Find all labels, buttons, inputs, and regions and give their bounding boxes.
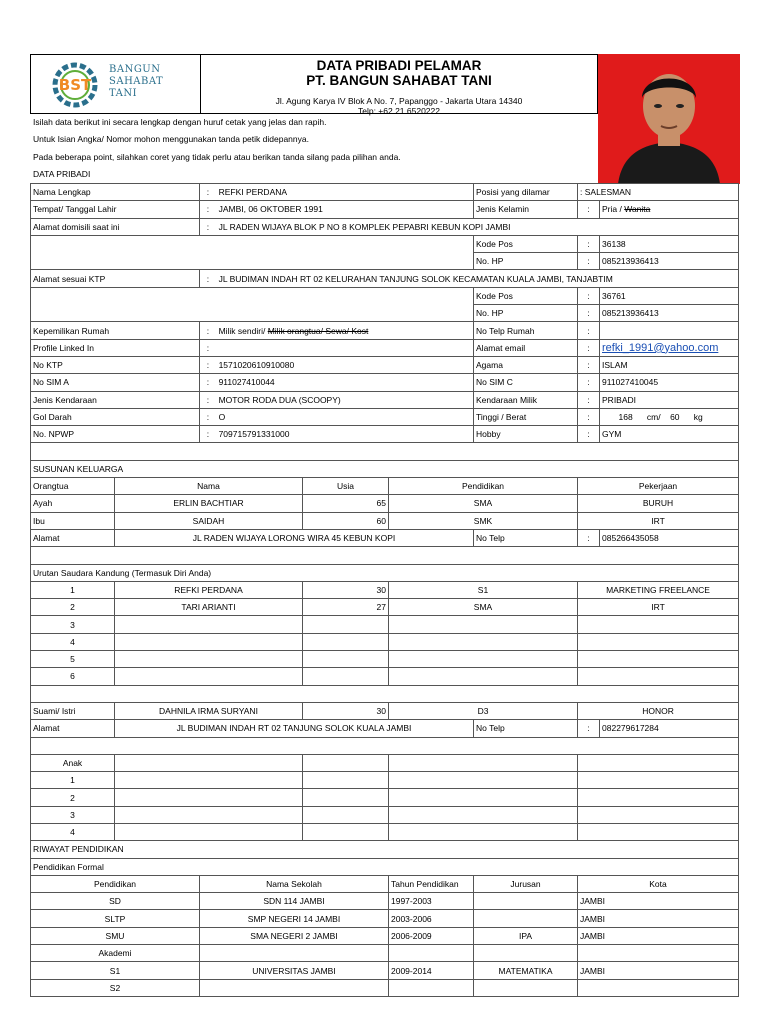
cell-jurusan[interactable]: IPA	[474, 927, 578, 944]
cell-pekerjaan[interactable]	[578, 651, 739, 668]
value-kendaraan-milik[interactable]: PRIBADI	[600, 391, 739, 408]
label-alamat-ktp: Alamat sesuai KTP	[31, 270, 200, 287]
pendidikan-row	[31, 962, 739, 979]
cell-kota[interactable]: JAMBI	[578, 893, 739, 910]
cell-pendidikan[interactable]: D3	[389, 702, 578, 719]
logo-word: TANI	[109, 88, 138, 99]
cell-nama[interactable]: ERLIN BACHTIAR	[115, 495, 303, 512]
anak-row	[31, 823, 739, 840]
colon: :	[578, 391, 600, 408]
cell-pekerjaan[interactable]: IRT	[578, 599, 739, 616]
section-keluarga: SUSUNAN KELUARGA	[31, 460, 739, 477]
value-telp-rumah[interactable]	[600, 322, 739, 339]
form-table	[30, 183, 739, 997]
cell-usia[interactable]	[303, 616, 389, 633]
row-sim	[31, 374, 739, 391]
value-kendaraan[interactable]: : MOTOR RODA DUA (SCOOPY)	[200, 391, 474, 408]
th-pendidikan: Pendidikan	[389, 478, 578, 495]
value-alamat-ortu[interactable]: JL RADEN WIJAYA LORONG WIRA 45 KEBUN KOPI	[115, 529, 474, 546]
value-agama[interactable]: ISLAM	[600, 356, 739, 373]
label-telp-pasangan: No Telp	[474, 720, 578, 737]
applicant-form	[30, 54, 738, 994]
row-gol-darah	[31, 408, 739, 425]
label-alamat-pasangan: Alamat	[31, 720, 115, 737]
spacer-row	[31, 685, 739, 702]
colon: :	[578, 253, 600, 270]
pasangan-alamat	[31, 720, 739, 737]
label-anak: Anak	[31, 754, 115, 771]
cell-jurusan[interactable]	[474, 893, 578, 910]
anak-row	[31, 789, 739, 806]
applicant-portrait-icon	[598, 54, 740, 184]
label-jenis-kelamin: Jenis Kelamin	[474, 201, 578, 218]
row-alamat-ktp	[31, 270, 739, 287]
cell-kota[interactable]: JAMBI	[578, 927, 739, 944]
logo-initials: BST	[58, 76, 92, 94]
keluarga-header	[31, 478, 739, 495]
th-usia: Usia	[303, 478, 389, 495]
value-npwp[interactable]: : 709715791331000	[200, 426, 474, 443]
value-kodepos-1[interactable]: 36138	[600, 235, 739, 252]
colon: :	[578, 426, 600, 443]
anak-row	[31, 772, 739, 789]
colon: :	[578, 322, 600, 339]
applicant-photo	[598, 54, 740, 184]
saudara-row	[31, 599, 739, 616]
cell-kota[interactable]: JAMBI	[578, 962, 739, 979]
saudara-row	[31, 633, 739, 650]
cell-nama[interactable]: DAHNILA IRMA SURYANI	[115, 702, 303, 719]
colon: :	[578, 720, 600, 737]
cell-usia[interactable]	[303, 633, 389, 650]
th-tahun: Tahun Pendidikan	[389, 875, 474, 892]
label-kendaraan: Jenis Kendaraan	[31, 391, 200, 408]
pendidikan-row	[31, 910, 739, 927]
label-hp: No. HP	[474, 305, 578, 322]
row-ktp	[31, 356, 739, 373]
cell-urutan: 4	[31, 823, 115, 840]
cell-usia[interactable]: 30	[303, 581, 389, 598]
email-link[interactable]: refki_1991@yahoo.com	[602, 341, 719, 354]
label-domisili: Alamat domisili saat ini	[31, 218, 200, 235]
value-hp-2[interactable]: 085213936413	[600, 305, 739, 322]
cell-pekerjaan[interactable]: IRT	[578, 512, 739, 529]
cell-pendidikan[interactable]	[389, 651, 578, 668]
cell-pekerjaan[interactable]	[578, 616, 739, 633]
value-kodepos-2[interactable]: 36761	[600, 287, 739, 304]
row-hp-1	[31, 253, 739, 270]
row-kodepos-1	[31, 235, 739, 252]
cell-nama[interactable]	[115, 668, 303, 685]
cell-pekerjaan[interactable]: BURUH	[578, 495, 739, 512]
cell-sekolah[interactable]	[200, 979, 389, 996]
pendidikan-header	[31, 875, 739, 892]
value-nama[interactable]: : REFKI PERDANA	[200, 184, 474, 201]
cell-tahun[interactable]: 2009-2014	[389, 962, 474, 979]
cell-usia[interactable]: 27	[303, 599, 389, 616]
colon: :	[578, 287, 600, 304]
spacer-row	[31, 547, 739, 564]
label-hobby: Hobby	[474, 426, 578, 443]
cell-jenjang: Akademi	[31, 945, 200, 962]
pendidikan-row	[31, 927, 739, 944]
saudara-row	[31, 581, 739, 598]
cell-jenjang: S2	[31, 979, 200, 996]
label-telp-rumah: No Telp Rumah	[474, 322, 578, 339]
label-nama: Nama Lengkap	[31, 184, 200, 201]
cell-pekerjaan[interactable]	[578, 668, 739, 685]
cell-urutan: 5	[31, 651, 115, 668]
cell-kota[interactable]	[578, 979, 739, 996]
cell-sekolah[interactable]: SMP NEGERI 14 JAMBI	[200, 910, 389, 927]
value-hp-1[interactable]: 085213936413	[600, 253, 739, 270]
value-jenis-kelamin[interactable]: Pria / Wanita	[600, 201, 739, 218]
instruction-line: Pada beberapa point, silahkan coret yang tidak perlu atau berikan tanda silang pada pilihan anda.	[33, 151, 401, 162]
row-hp-2	[31, 305, 739, 322]
sub-pendidikan: Pendidikan Formal	[31, 858, 739, 875]
pendidikan-row	[31, 893, 739, 910]
cell-pendidikan[interactable]	[389, 616, 578, 633]
colon: :	[578, 356, 600, 373]
cell-pekerjaan[interactable]	[578, 633, 739, 650]
value-rumah[interactable]: : Milik sendiri/ Milik orangtua/ Sewa/ Kost	[200, 322, 474, 339]
cell-tahun[interactable]: 2003-2006	[389, 910, 474, 927]
pasangan-row	[31, 702, 739, 719]
label-no-ktp: No KTP	[31, 356, 200, 373]
value-telp-pasangan[interactable]: 082279617284	[600, 720, 739, 737]
value-gol-darah[interactable]: : O	[200, 408, 474, 425]
value-no-ktp[interactable]: : 1571020610910080	[200, 356, 474, 373]
label-pasangan: Suami/ Istri	[31, 702, 115, 719]
row-ttl	[31, 201, 739, 218]
cell-jurusan[interactable]: MATEMATIKA	[474, 962, 578, 979]
cell-usia[interactable]: 30	[303, 702, 389, 719]
colon: :	[578, 529, 600, 546]
cell-tahun[interactable]	[389, 945, 474, 962]
value-alamat-ktp[interactable]: : JL BUDIMAN INDAH RT 02 KELURAHAN TANJUNG SOLOK KECAMATAN KUALA JAMBI, TANJABTIM	[200, 270, 739, 287]
cell-kota[interactable]	[578, 945, 739, 962]
th-nama: Nama	[115, 478, 303, 495]
cell-urutan: 2	[31, 599, 115, 616]
th-nama-sekolah: Nama Sekolah	[200, 875, 389, 892]
cell-nama[interactable]	[115, 616, 303, 633]
cell-tahun[interactable]: 1997-2003	[389, 893, 474, 910]
th-jurusan: Jurusan	[474, 875, 578, 892]
label-npwp: No. NPWP	[31, 426, 200, 443]
cell-nama[interactable]: TARI ARIANTI	[115, 599, 303, 616]
cell-pekerjaan[interactable]: MARKETING FREELANCE	[578, 581, 739, 598]
label-alamat-ortu: Alamat	[31, 529, 115, 546]
cell-jenjang: SMU	[31, 927, 200, 944]
cell-pekerjaan[interactable]: HONOR	[578, 702, 739, 719]
cell-urutan: 1	[31, 772, 115, 789]
section-saudara: Urutan Saudara Kandung (Termasuk Diri Anda)	[31, 564, 739, 581]
cell-urutan: 3	[31, 616, 115, 633]
value-telp-ortu[interactable]: 085266435058	[600, 529, 739, 546]
section-title-personal: DATA PRIBADI	[33, 168, 91, 179]
th-pendidikan: Pendidikan	[31, 875, 200, 892]
instructions	[30, 114, 598, 183]
label-tinggi-berat: Tinggi / Berat	[474, 408, 578, 425]
cell-urutan: 6	[31, 668, 115, 685]
row-npwp	[31, 426, 739, 443]
cell-sekolah[interactable]: SMA NEGERI 2 JAMBI	[200, 927, 389, 944]
section-pendidikan: RIWAYAT PENDIDIKAN	[31, 841, 739, 858]
label-kodepos: Kode Pos	[474, 287, 578, 304]
cell-sekolah[interactable]: UNIVERSITAS JAMBI	[200, 962, 389, 979]
instruction-line: Untuk Isian Angka/ Nomor mohon menggunakan tanda petik didepannya.	[33, 134, 309, 145]
cell-sekolah[interactable]: SDN 114 JAMBI	[200, 893, 389, 910]
cell-sekolah[interactable]	[200, 945, 389, 962]
logo-word: SAHABAT	[109, 76, 164, 87]
form-title-block	[200, 54, 598, 114]
anak-row	[31, 806, 739, 823]
value-alamat-pasangan[interactable]: JL BUDIMAN INDAH RT 02 TANJUNG SOLOK KUALA JAMBI	[115, 720, 474, 737]
company-name: PT. BANGUN SAHABAT TANI	[306, 73, 492, 88]
colon: :	[578, 339, 600, 356]
keluarga-alamat	[31, 529, 739, 546]
label-posisi: Posisi yang dilamar	[474, 184, 578, 201]
pendidikan-row	[31, 945, 739, 962]
cell-usia[interactable]: 60	[303, 512, 389, 529]
form-title: DATA PRIBADI PELAMAR	[316, 58, 482, 73]
label-sim-a: No SIM A	[31, 374, 200, 391]
th-kota: Kota	[578, 875, 739, 892]
saudara-row	[31, 616, 739, 633]
cell-jenjang: SD	[31, 893, 200, 910]
value-sim-c[interactable]: 911027410045	[600, 374, 739, 391]
label-linkedin: Profile Linked In	[31, 339, 200, 356]
row-kodepos-2	[31, 287, 739, 304]
cell-tahun[interactable]: 2006-2009	[389, 927, 474, 944]
company-phone: Telp: +62 21 6520222	[357, 106, 440, 116]
cell-nama[interactable]	[115, 633, 303, 650]
spacer-row	[31, 737, 739, 754]
keluarga-row-ayah	[31, 495, 739, 512]
value-email[interactable]	[600, 339, 739, 356]
colon: :	[578, 374, 600, 391]
cell-jurusan[interactable]	[474, 979, 578, 996]
cell-nama[interactable]	[115, 651, 303, 668]
value-linkedin[interactable]: :	[200, 339, 474, 356]
colon: :	[578, 235, 600, 252]
cell-jurusan[interactable]	[474, 910, 578, 927]
label-kendaraan-milik: Kendaraan Milik	[474, 391, 578, 408]
company-address: Jl. Agung Karya IV Blok A No. 7, Papanggo - Jakarta Utara 14340	[275, 96, 523, 106]
label-rumah: Kepemilikan Rumah	[31, 322, 200, 339]
cell-pendidikan[interactable]: SMA	[389, 599, 578, 616]
saudara-row	[31, 651, 739, 668]
row-rumah	[31, 322, 739, 339]
label-sim-c: No SIM C	[474, 374, 578, 391]
value-tinggi-berat[interactable]: 168 cm/ 60 kg	[600, 408, 739, 425]
logo-word: BANGUN	[109, 64, 161, 75]
saudara-row	[31, 668, 739, 685]
bst-gear-icon	[45, 62, 105, 108]
cell-relasi: Ayah	[31, 495, 115, 512]
cell-jurusan[interactable]	[474, 945, 578, 962]
value-sim-a[interactable]: : 911027410044	[200, 374, 474, 391]
cell-urutan: 4	[31, 633, 115, 650]
keluarga-row-ibu	[31, 512, 739, 529]
cell-usia[interactable]	[303, 651, 389, 668]
cell-pendidikan[interactable]: S1	[389, 581, 578, 598]
cell-pendidikan[interactable]: SMA	[389, 495, 578, 512]
label-gol-darah: Gol Darah	[31, 408, 200, 425]
label-agama: Agama	[474, 356, 578, 373]
logo-wordmark	[109, 64, 163, 100]
th-pekerjaan: Pekerjaan	[578, 478, 739, 495]
cell-usia[interactable]	[303, 668, 389, 685]
cell-nama[interactable]: REFKI PERDANA	[115, 581, 303, 598]
cell-usia[interactable]: 65	[303, 495, 389, 512]
th-orangtua: Orangtua	[31, 478, 115, 495]
cell-relasi: Ibu	[31, 512, 115, 529]
cell-jenjang: S1	[31, 962, 200, 979]
label-email: Alamat email	[474, 339, 578, 356]
anak-header	[31, 754, 739, 771]
row-domisili	[31, 218, 739, 235]
spacer-row	[31, 443, 739, 460]
value-domisili[interactable]: : JL RADEN WIJAYA BLOK P NO 8 KOMPLEK PEPABRI KEBUN KOPI JAMBI	[200, 218, 739, 235]
cell-nama[interactable]: SAIDAH	[115, 512, 303, 529]
cell-pendidikan[interactable]	[389, 633, 578, 650]
colon: :	[578, 305, 600, 322]
cell-tahun[interactable]	[389, 979, 474, 996]
label-kodepos: Kode Pos	[474, 235, 578, 252]
row-linkedin	[31, 339, 739, 356]
colon: :	[578, 408, 600, 425]
value-ttl[interactable]: : JAMBI, 06 OKTOBER 1991	[200, 201, 474, 218]
company-logo	[30, 54, 200, 114]
value-posisi[interactable]: : SALESMAN	[578, 184, 739, 201]
cell-urutan: 2	[31, 789, 115, 806]
instruction-line: Isilah data berikut ini secara lengkap dengan huruf cetak yang jelas dan rapih.	[33, 117, 327, 127]
cell-urutan: 3	[31, 806, 115, 823]
cell-urutan: 1	[31, 581, 115, 598]
row-kendaraan	[31, 391, 739, 408]
colon: :	[578, 201, 600, 218]
cell-kota[interactable]: JAMBI	[578, 910, 739, 927]
cell-pendidikan[interactable]: SMK	[389, 512, 578, 529]
cell-jenjang: SLTP	[31, 910, 200, 927]
cell-pendidikan[interactable]	[389, 668, 578, 685]
value-hobby[interactable]: GYM	[600, 426, 739, 443]
label-ttl: Tempat/ Tanggal Lahir	[31, 201, 200, 218]
row-nama	[31, 184, 739, 201]
pendidikan-row	[31, 979, 739, 996]
label-telp-ortu: No Telp	[474, 529, 578, 546]
label-hp: No. HP	[474, 253, 578, 270]
